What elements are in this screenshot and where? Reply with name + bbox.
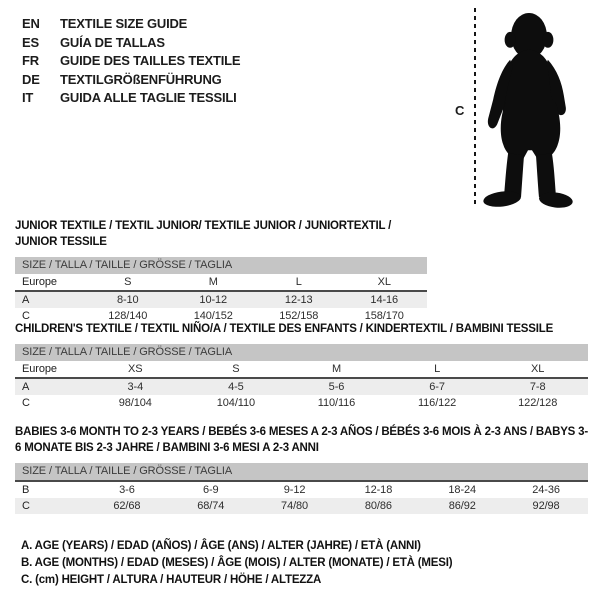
height-measure-dashed-line [474, 8, 476, 206]
size-value-cell: 86/92 [448, 500, 476, 512]
lang-label: GUIDA ALLE TAGLIE TESSILI [60, 90, 237, 106]
size-value-cell: 74/80 [281, 500, 309, 512]
lang-code: ES [22, 34, 39, 50]
size-value-cell: 5-6 [286, 378, 387, 395]
size-value-cell: S [232, 363, 240, 375]
lang-row [22, 15, 240, 34]
size-value-cell: 6-9 [169, 481, 253, 498]
babies-textile-section [15, 424, 588, 514]
lang-code: IT [22, 90, 34, 106]
lang-row [22, 34, 240, 53]
lang-label: GUIDE DES TAILLES TEXTILE [60, 53, 241, 69]
size-value-cell: 158/170 [364, 310, 404, 322]
size-value-cell: 14-16 [342, 291, 428, 308]
lang-label: TEXTILE SIZE GUIDE [60, 16, 188, 31]
junior-size-table [15, 274, 427, 324]
children-size-table [15, 361, 588, 411]
size-value-cell: 68/74 [197, 500, 225, 512]
row-label: C [22, 310, 30, 322]
junior-textile-section [15, 218, 427, 324]
size-table-row [15, 378, 588, 395]
size-header-band: SIZE / TALLA / TAILLE / GRÖSSE / TAGLIA [15, 257, 427, 274]
size-value-cell: 92/98 [532, 500, 560, 512]
size-value-cell: 128/140 [108, 310, 148, 322]
row-label: Europe [22, 363, 57, 375]
size-table-row [15, 361, 588, 378]
size-header-band: SIZE / TALLA / TAILLE / GRÖSSE / TAGLIA [15, 463, 588, 480]
row-label: C [22, 397, 30, 409]
size-value-cell: 18-24 [420, 481, 504, 498]
size-value-cell: 104/110 [216, 397, 256, 409]
size-table-row [15, 274, 427, 291]
babies-size-table [15, 480, 588, 514]
legend-footnotes [21, 538, 452, 590]
size-value-cell: 9-12 [253, 481, 337, 498]
size-value-cell: 98/104 [118, 397, 152, 409]
section-title: BABIES 3-6 MONTH TO 2-3 YEARS / BEBÉS 3-6 MESES A 2-3 AÑOS / BÉBÉS 3-6 MOIS À 2-3 ANS / BABYS 3-6 MONATE BIS 2-3 JAHRE / BAMBINI 3-6 MESI A 2-3 ANNI [15, 426, 588, 454]
lang-row [22, 71, 240, 90]
footnote-c: C. (cm) HEIGHT / ALTURA / HAUTEUR / HÖHE / ALTEZZA [21, 574, 322, 587]
lang-row [22, 89, 240, 108]
size-value-cell: 4-5 [186, 378, 287, 395]
lang-code: FR [22, 53, 39, 69]
size-value-cell: L [295, 276, 302, 288]
lang-label: TEXTILGRÖßENFÜHRUNG [60, 71, 222, 87]
size-table-row [15, 481, 588, 498]
lang-row [22, 52, 240, 71]
section-title: CHILDREN'S TEXTILE / TEXTIL NIÑO/A / TEXTILE DES ENFANTS / KINDERTEXTIL / BAMBINI TESSILE [15, 323, 554, 335]
size-value-cell: 8-10 [85, 291, 171, 308]
size-value-cell: M [331, 363, 342, 375]
row-label: A [15, 291, 85, 308]
row-label: Europe [22, 276, 57, 288]
toddler-silhouette [479, 4, 579, 208]
size-value-cell: XL [531, 363, 545, 375]
size-value-cell: 80/86 [364, 500, 392, 512]
size-value-cell: 24-36 [504, 481, 588, 498]
size-value-cell: 3-6 [85, 481, 169, 498]
children-textile-section [15, 321, 588, 411]
size-value-cell: 110/116 [317, 397, 356, 409]
size-table-row [15, 291, 427, 308]
size-table-row [15, 498, 588, 514]
size-value-cell: 3-4 [85, 378, 186, 395]
row-label: C [22, 500, 30, 512]
lang-code: DE [22, 71, 40, 87]
size-value-cell: 122/128 [518, 397, 558, 409]
size-value-cell: 152/158 [279, 310, 319, 322]
size-value-cell: M [208, 276, 218, 288]
size-value-cell: 140/152 [193, 310, 233, 322]
size-value-cell: 7-8 [487, 378, 588, 395]
lang-code: EN [22, 16, 40, 31]
size-value-cell: 12-13 [256, 291, 342, 308]
size-value-cell: 10-12 [171, 291, 257, 308]
row-label: B [15, 481, 85, 498]
lang-label: GUÍA DE TALLAS [60, 34, 165, 50]
footnote-a: A. AGE (YEARS) / EDAD (AÑOS) / ÂGE (ANS) / ALTER (JAHRE) / ETÀ (ANNI) [21, 540, 421, 552]
size-value-cell: XL [377, 276, 391, 288]
size-value-cell: 62/68 [113, 500, 141, 512]
language-title-block [22, 15, 240, 108]
size-value-cell: XS [128, 363, 143, 375]
section-title: JUNIOR TEXTILE / TEXTIL JUNIOR/ TEXTILE JUNIOR / JUNIORTEXTIL / JUNIOR TESSILE [15, 220, 392, 248]
row-label: A [15, 378, 85, 395]
size-header-band: SIZE / TALLA / TAILLE / GRÖSSE / TAGLIA [15, 344, 588, 361]
size-value-cell: S [124, 276, 132, 288]
footnote-b: B. AGE (MONTHS) / EDAD (MESES) / ÂGE (MOIS) / ALTER (MONATE) / ETÀ (MESI) [21, 557, 453, 570]
size-value-cell: 6-7 [387, 378, 488, 395]
size-value-cell: 12-18 [336, 481, 420, 498]
size-value-cell: 116/122 [417, 397, 457, 409]
measure-label-c: C [455, 103, 465, 118]
size-value-cell: L [434, 363, 441, 375]
size-table-row [15, 395, 588, 411]
